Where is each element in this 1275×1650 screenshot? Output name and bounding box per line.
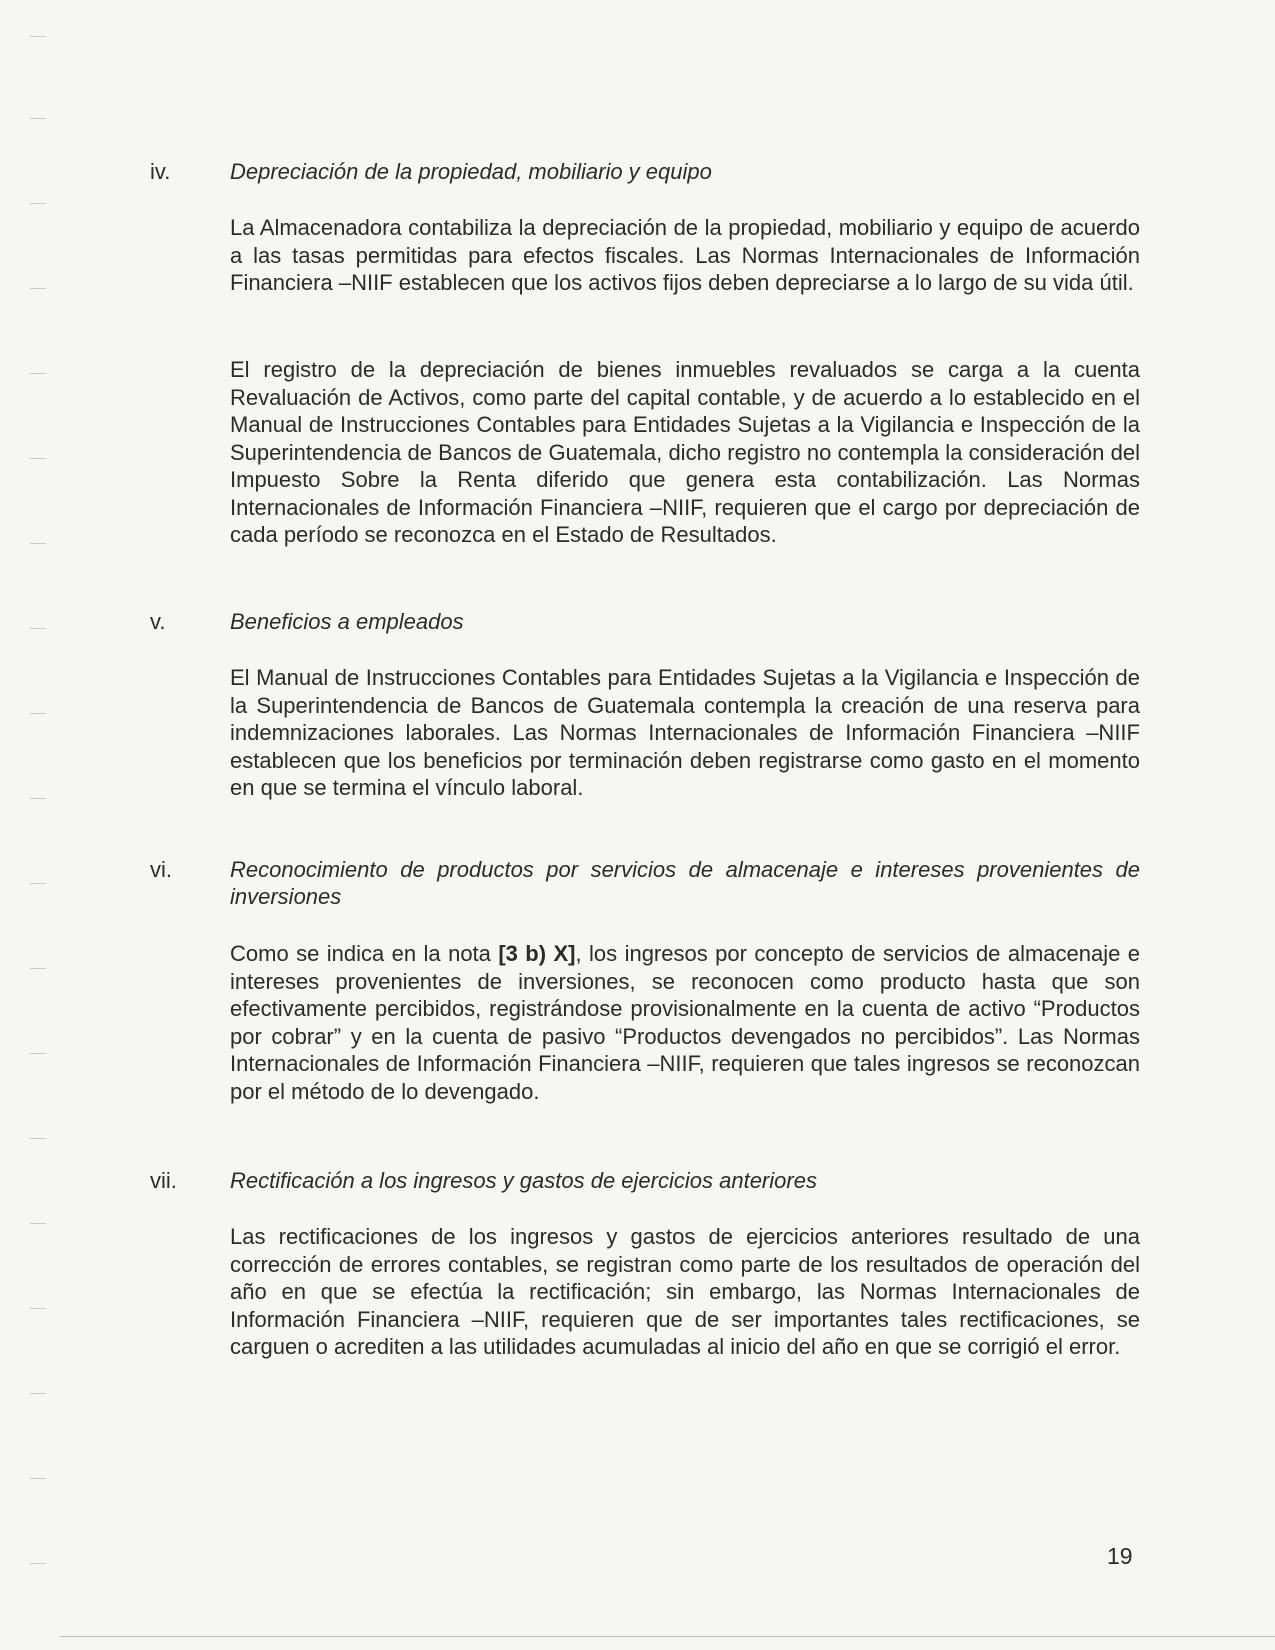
paragraph (230, 940, 1140, 1105)
paragraph: Las rectificaciones de los ingresos y gastos de ejercicios anteriores resultado de una corrección de errores contables, se registran como parte de los resultados de operación del año en que se efectúa la rectificación; sin embargo, las Normas Internacionales de Información Financiera –NIIF, requieren que de ser importantes tales rectificaciones, se carguen o acrediten a las utilidades acumuladas al inicio del año en que se corrigió el error. (230, 1224, 1140, 1359)
section-heading: Rectificación a los ingresos y gastos de ejercicios anteriores (230, 1168, 817, 1193)
section-numeral: iv. (150, 159, 171, 184)
section-numeral: vi. (150, 857, 172, 882)
section-heading: Depreciación de la propiedad, mobiliario y equipo (230, 159, 712, 184)
paragraph: El registro de la depreciación de bienes inmuebles revaluados se carga a la cuenta Revaluación de Activos, como parte del capital contable, y de acuerdo a lo establecido en el Manual de Instrucciones Contables para Entidades Sujetas a la Vigilancia e Inspección de la Superintendencia de Bancos de Guatemala, dicho registro no contempla la consideración del Impuesto Sobre la Renta diferido que genera esta contabilización. Las Normas Internacionales de Información Financiera –NIIF, requieren que el cargo por depreciación de cada período se reconozca en el Estado de Resultados. (230, 357, 1140, 547)
section-numeral: vii. (150, 1168, 177, 1193)
section-numeral: v. (150, 609, 166, 634)
section-heading: Beneficios a empleados (230, 609, 464, 634)
paragraph-text: , los ingresos por concepto de servicios de almacenaje e intereses provenientes de inversiones, se reconocen como producto hasta que son efectivamente percibidos, registrándose provisionalmente en la cuenta de activo “Productos por cobrar” y en la cuenta de pasivo “Productos devengados no percibidos”. Las Normas Internacionales de Información Financiera –NIIF, requieren que tales ingresos se reconozcan por el método de lo devengado. (230, 941, 1140, 1104)
bottom-rule (60, 1636, 1275, 1637)
note-reference: [3 b) X] (498, 941, 576, 966)
paragraph: El Manual de Instrucciones Contables para Entidades Sujetas a la Vigilancia e Inspección de la Superintendencia de Bancos de Guatemala contempla la creación de una reserva para indemnizaciones laborales. Las Normas Internacionales de Información Financiera –NIIF establecen que los beneficios por terminación deben registrarse como gasto en el momento en que se termina el vínculo laboral. (230, 665, 1140, 800)
paragraph-text: Como se indica en la nota (230, 941, 499, 966)
page-number: 19 (1107, 1543, 1133, 1569)
binder-margin-marks (30, 0, 50, 1650)
paragraph: La Almacenadora contabiliza la depreciación de la propiedad, mobiliario y equipo de acuerdo a las tasas permitidas para efectos fiscales. Las Normas Internacionales de Información Financiera –NIIF establecen que los activos fijos deben depreciarse a lo largo de su vida útil. (230, 215, 1140, 295)
section-heading: Reconocimiento de productos por servicios de almacenaje e intereses provenientes de inversiones (230, 857, 1140, 909)
